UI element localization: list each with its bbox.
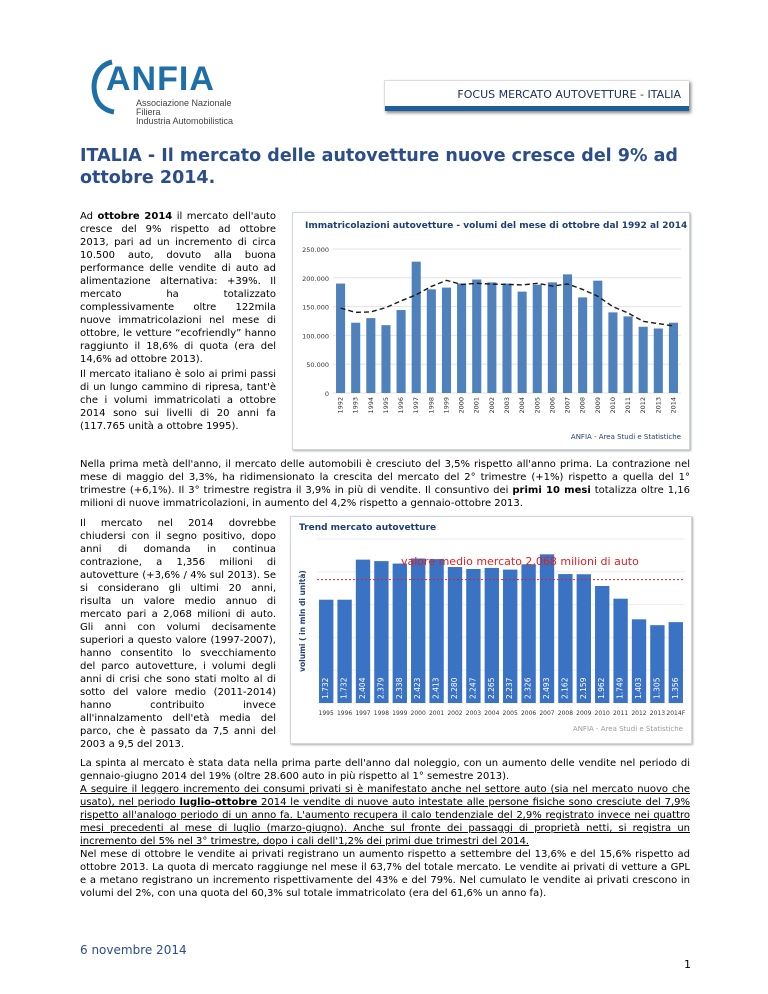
- chart1-bar: [412, 262, 421, 393]
- chart1-xtick-label: 1997: [412, 397, 421, 414]
- chart1-xtick-label: 2010: [608, 397, 617, 414]
- chart-market-trend: [290, 516, 692, 744]
- chart2-data-label: 2.237: [505, 677, 515, 699]
- chart1-xtick-label: 2012: [639, 397, 648, 414]
- chart1-bar: [472, 280, 481, 393]
- chart2-xtick-label: 1996: [336, 710, 353, 717]
- anfia-logo: [88, 56, 248, 126]
- chart2-svg: [291, 517, 691, 743]
- chart1-bar: [457, 284, 466, 393]
- chart2-data-label: 2.413: [431, 677, 441, 699]
- chart1-ytick-label: 50.000: [306, 361, 329, 370]
- chart1-ytick-label: 150.000: [302, 303, 329, 312]
- chart2-xtick-label: 1995: [318, 710, 334, 717]
- chart1-xtick-label: 2013: [654, 397, 663, 414]
- chart1-bar: [608, 312, 617, 393]
- chart2-xtick-label: 2005: [502, 710, 518, 717]
- chart1-xtick-label: 1999: [442, 397, 451, 414]
- chart1-bar: [487, 282, 496, 393]
- paragraph-private-consumption: A seguire il leggero incremento dei consumi privati si è manifestato anche nel settore auto (sia nel mercato nuovo che usato), nel periodo luglio-ottobre 2014 le vendite di nuove auto intestate alle persone fisiche sono cresciute del 7,9% rispetto all'analogo periodo di un anno fa. L'aumento recupera il calo tendenziale del 2,9% registrato invece nei quattro mesi precedenti al mese di luglio (marzo-giugno). Anche sul fronte dei passaggi di proprietà netti, si registra un incremento del 5% nel 3° trimestre, dopo i cali dell'1,2% dei primi due trimestri del 2014.: [80, 784, 690, 847]
- chart1-ytick-label: 250.000: [302, 246, 329, 254]
- chart2-data-label: 1.403: [634, 677, 643, 699]
- chart2-xtick-label: 2001: [428, 710, 445, 717]
- chart1-ytick-label: 0: [324, 390, 329, 398]
- chart2-data-label: 2.338: [394, 677, 404, 699]
- paragraph-forecast: Il mercato nel 2014 dovrebbe chiudersi con il segno positivo, dopo anni di domanda in continua contrazione, a 1,356 milioni di autovetture (+3,6% / 4% sul 2013). Se si considerano gli ultimi 20 anni, risulta un valore medio annuo di mercato pari a 2,068 milioni di auto. Gli anni con volumi decisamente superiori a questo valore (1997-2007), hanno consentito lo svecchiamento del parco autovetture, i volumi degli anni di crisi che sono stati molto al di sotto del valore medio (2011-2014) hanno contribuito invece all'innalzamento dell'età media del parco, che è passato da 7,5 anni del 2003 a 9,5 del 2013.: [80, 518, 276, 750]
- chart1-xtick-label: 1994: [366, 397, 375, 414]
- chart2-xtick-label: 1998: [373, 710, 390, 717]
- chart2-xtick-label: 2011: [612, 710, 629, 717]
- paragraph-rental: La spinta al mercato è stata data nella prima parte dell'anno dal noleggio, con un aumento delle vendite nel periodo di gennaio-giugno 2014 del 19% (oltre 28.600 auto in più rispetto al 1° semestre 2013).: [80, 758, 690, 782]
- chart1-svg: [293, 213, 689, 449]
- chart2-data-label: 1.305: [652, 677, 662, 699]
- chart1-bar: [593, 281, 602, 393]
- paragraph-recovery: Il mercato italiano è solo ai primi passi di un lungo cammino di ripresa, tant'è che i volumi immatricolati a ottobre 2014 sono sui livelli di 20 anni fa (117.765 unità a ottobre 1995).: [80, 369, 276, 432]
- chart1-xtick-label: 2005: [533, 397, 542, 414]
- chart2-xtick-label: 2003: [465, 710, 482, 717]
- chart1-ytick-label: 200.000: [302, 274, 329, 283]
- chart1-bar: [518, 292, 527, 393]
- chart2-xtick-label: 2004: [484, 710, 500, 717]
- chart1-xtick-label: 1992: [336, 397, 345, 414]
- focus-label: FOCUS MERCATO AUTOVETTURE - ITALIA: [457, 88, 681, 101]
- chart1-bar: [427, 289, 436, 393]
- chart2-xtick-label: 2013: [649, 710, 666, 717]
- chart2-xtick-label: 2006: [520, 710, 537, 717]
- paragraph-private-sales: Nel mese di ottobre le vendite ai privati registrano un aumento rispetto a settembre del 13,6% e del 15,6% rispetto ad ottobre 2013. La quota di mercato raggiunge nel mese il 63,7% del totale mercato. Le vendite ai privati di vetture a GPL e a metano registrano un incremento rispettivamente del 43% e del 79%. Nel cumulato le vendite ai privati crescono in volumi del 2%, con una quota del 60,3% sul totale immatricolato (era del 61,6% un anno fa).: [80, 849, 690, 899]
- chart2-data-label: 2.159: [578, 677, 588, 699]
- chart2-data-label: 1.962: [597, 677, 607, 699]
- chart1-xtick-label: 2006: [548, 397, 557, 414]
- page-title: ITALIA - Il mercato delle autovetture nuove cresce del 9% ad ottobre 2014.: [80, 146, 678, 188]
- chart1-bar: [502, 284, 511, 393]
- chart2-title: Trend mercato autovetture: [299, 523, 437, 533]
- paragraph-first-half: Nella prima metà dell'anno, il mercato delle automobili è cresciuto del 3,5% rispetto all'anno prima. La contrazione nel mese di maggio del 3,3%, ha ridimensionato la crescita del mercato del 2° trimestre (+1%) rispetto a quella del 1° trimestre (+6,1%). Il 3° trimestre registra il 3,9% in più di vendite. Il consuntivo dei primi 10 mesi totalizza oltre 1,16 milioni di nuove immatricolazioni, in aumento del 4,2% rispetto a gennaio-ottobre 2013.: [80, 459, 691, 509]
- chart1-bar: [381, 325, 390, 393]
- chart1-bar: [624, 316, 633, 393]
- chart2-xtick-label: 2002: [447, 710, 463, 717]
- chart1-xtick-label: 2009: [593, 397, 602, 414]
- chart2-xtick-label: 2010: [594, 710, 610, 717]
- chart1-bar: [442, 288, 451, 393]
- chart1-xtick-label: 2003: [503, 397, 511, 414]
- chart1-title: Immatricolazioni autovetture - volumi del mese di ottobre dal 1992 al 2014: [305, 221, 688, 231]
- footer-date: 6 novembre 2014: [80, 943, 187, 957]
- chart2-data-label: 1.749: [615, 677, 625, 699]
- chart2-average-label: valore medio mercato 2,068 milioni di auto: [401, 555, 639, 568]
- chart1-bar: [533, 285, 542, 393]
- chart2-xtick-label: 1999: [392, 710, 408, 717]
- chart2-data-label: 2.162: [560, 677, 570, 699]
- chart1-bar: [366, 318, 375, 393]
- chart2-xtick-label: 2012: [631, 710, 647, 717]
- chart2-data-label: 2.423: [413, 677, 423, 699]
- focus-label-box: [384, 80, 689, 111]
- chart1-bar: [654, 328, 663, 393]
- chart1-xtick-label: 1993: [351, 397, 360, 414]
- chart2-ylabel: volumi ( in mln di unità): [298, 570, 307, 672]
- chart2-data-label: 1.732: [321, 677, 331, 699]
- chart2-xtick-label: 1997: [355, 710, 371, 717]
- paragraph-october-market: Ad ottobre 2014 il mercato dell'auto cresce del 9% rispetto ad ottobre 2013, pari ad un incremento di circa 10.500 auto, dovuto alla buona performance delle vendite di auto ad alimentazione alternativa: +39%. Il mercato ha totalizzato complessivamente oltre 122mila nuove immatricolazioni nel mese di ottobre, le vetture “ecofriendly” hanno raggiunto il 18,6% di quota (era del 14,6% ad ottobre 2013).: [80, 211, 276, 365]
- chart1-xtick-label: 2008: [578, 397, 587, 414]
- chart2-xtick-label: 2008: [557, 710, 574, 717]
- chart2-data-label: 2.493: [542, 677, 551, 699]
- chart1-bar: [669, 323, 678, 393]
- chart1-bar: [336, 284, 345, 393]
- chart1-bar: [351, 323, 360, 393]
- chart1-xtick-label: 2002: [487, 397, 496, 414]
- chart1-xtick-label: 2011: [624, 397, 633, 414]
- focus-label-bar: [385, 106, 689, 111]
- chart1-xtick-label: 1995: [381, 397, 390, 414]
- logo-wordmark: ANFIA: [106, 60, 215, 98]
- chart2-data-label: 2.326: [523, 677, 533, 699]
- chart1-xtick-label: 1998: [427, 397, 436, 414]
- chart2-data-label: 2.404: [358, 677, 367, 699]
- chart1-xtick-label: 2001: [472, 397, 481, 414]
- chart2-data-label: 1.732: [339, 677, 349, 699]
- chart2-data-label: 2.280: [450, 677, 459, 699]
- chart2-xtick-label: 2014F: [666, 710, 686, 717]
- chart2-xtick-label: 2007: [539, 710, 555, 717]
- chart1-bar: [639, 327, 648, 393]
- chart1-xtick-label: 1996: [397, 397, 406, 414]
- chart-october-registrations: [292, 212, 690, 450]
- chart1-bar: [397, 310, 406, 393]
- chart2-data-label: 2.379: [376, 677, 386, 699]
- page-number: 1: [684, 958, 691, 971]
- chart1-xtick-label: 2007: [563, 397, 572, 414]
- chart2-data-label: 2.247: [468, 677, 478, 699]
- chart1-ytick-label: 100.000: [302, 332, 329, 341]
- chart1-xtick-label: 2004: [518, 397, 527, 414]
- chart1-bar: [578, 297, 587, 393]
- chart2-xtick-label: 2000: [410, 710, 426, 717]
- logo-subtitle: Associazione Nazionale Filiera Industria Automobilistica: [136, 98, 234, 126]
- chart2-xtick-label: 2009: [576, 710, 592, 717]
- chart1-bar: [563, 274, 572, 393]
- chart1-xtick-label: 2014: [669, 397, 678, 414]
- chart2-source: ANFIA - Area Studi e Statistiche: [572, 725, 683, 733]
- chart2-data-label: 1.356: [670, 677, 680, 699]
- chart2-data-label: 2.265: [486, 677, 496, 699]
- chart1-bar: [548, 282, 557, 393]
- chart1-xtick-label: 2000: [457, 397, 466, 414]
- chart1-source: ANFIA - Area Studi e Statistiche: [570, 433, 681, 441]
